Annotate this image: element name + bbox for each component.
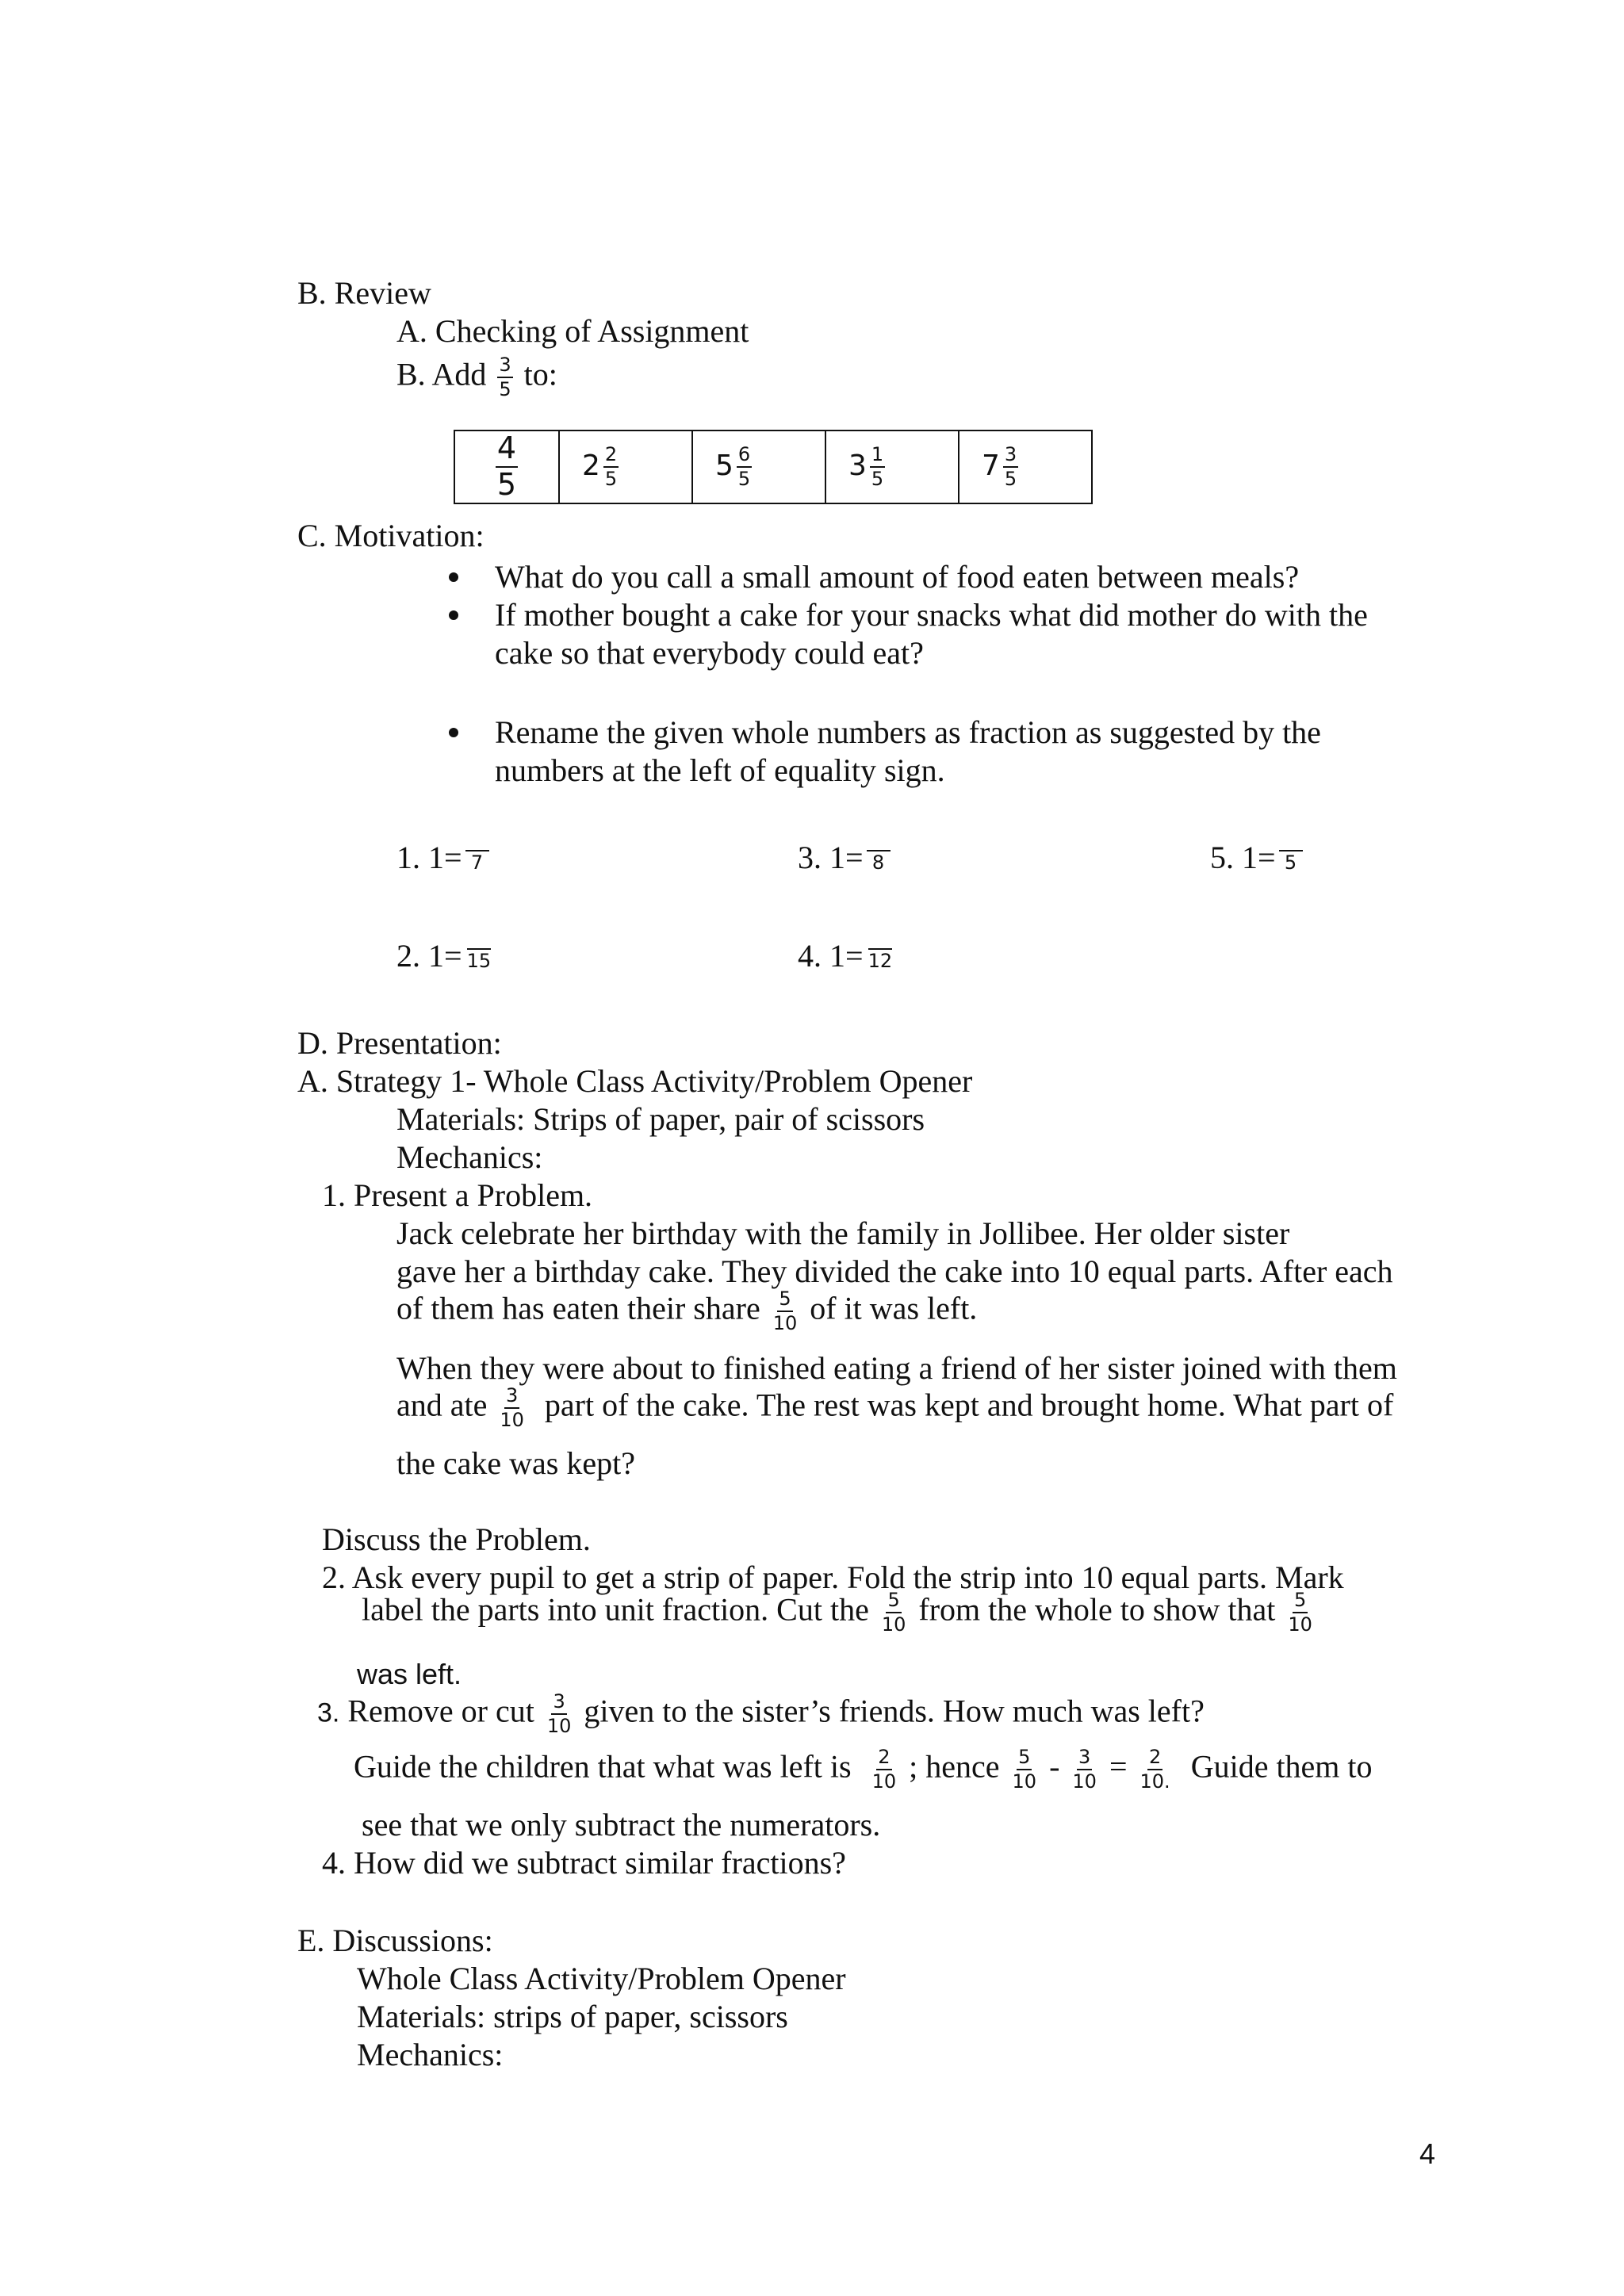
fraction: $\frac{3}{10}$ xyxy=(546,1690,572,1738)
table-cell xyxy=(825,430,959,503)
mechanics-line: Mechanics: xyxy=(396,1139,543,1175)
addends-table xyxy=(454,430,1093,504)
table-cell xyxy=(959,430,1092,503)
motivation-bullet-2-line-1: If mother bought a cake for your snacks what did mother do with the xyxy=(495,597,1368,633)
fraction: $\frac{1}{5}$ xyxy=(871,442,884,490)
blank-fraction: 8 xyxy=(867,848,891,873)
step-2-line-3: was left. xyxy=(357,1658,462,1690)
exercise-2: 2. 1= 15 xyxy=(396,938,492,974)
fraction: $\frac{6}{5}$ xyxy=(737,442,751,490)
blank-fraction: 7 xyxy=(465,848,489,873)
table-cell xyxy=(559,430,692,503)
guide-line-2: see that we only subtract the numerators. xyxy=(362,1807,881,1843)
fraction: $\frac{2}{5}$ xyxy=(604,442,618,490)
motivation-bullet-3-line-2: numbers at the left of equality sign. xyxy=(495,752,945,788)
whole-number: 5 xyxy=(715,450,733,482)
bullet-icon xyxy=(449,610,458,620)
fraction: $\frac{3}{10}$ xyxy=(500,1384,524,1432)
table-cell xyxy=(692,430,825,503)
motivation-bullet-3-line-1: Rename the given whole numbers as fraction as suggested by the xyxy=(495,714,1321,750)
step-1: 1. Present a Problem. xyxy=(322,1177,593,1213)
blank-fraction: 15 xyxy=(465,947,493,971)
presentation-heading: D. Presentation: xyxy=(297,1025,502,1061)
blank-fraction: 12 xyxy=(867,947,894,971)
fraction: $\frac{3}{5}$ xyxy=(1004,442,1017,490)
table-cell xyxy=(454,430,559,503)
blank-fraction: 5 xyxy=(1279,848,1303,873)
whole-number: 3 xyxy=(848,450,867,482)
problem-line-1: Jack celebrate her birthday with the family in Jollibee. Her older sister xyxy=(396,1215,1290,1251)
fraction: $\frac{5}{10}$ xyxy=(1288,1589,1312,1636)
whole-number: 2 xyxy=(582,450,600,482)
motivation-bullet-1: What do you call a small amount of food eaten between meals? xyxy=(495,559,1300,595)
review-item-a: A. Checking of Assignment xyxy=(396,313,749,349)
exercise-3: 3. 1= 8 xyxy=(798,842,894,874)
review-item-b-prefix: B. Add xyxy=(396,356,487,392)
fraction: $\frac{3}{5}$ xyxy=(499,354,511,401)
discussions-line-1: Whole Class Activity/Problem Opener xyxy=(357,1961,846,1996)
fraction: $\frac{3}{10}$ xyxy=(1072,1746,1097,1793)
exercise-5: 5. 1= 5 xyxy=(1210,842,1306,874)
bullet-icon xyxy=(449,728,458,737)
fraction: $\frac{2}{10}$ xyxy=(871,1746,897,1793)
exercise-1: 1. 1= 7 xyxy=(396,842,492,874)
materials-line: Materials: Strips of paper, pair of scissors xyxy=(396,1101,925,1137)
problem-line-3: of them has eaten their share $\frac{5}{10}$ of it was left. xyxy=(396,1288,978,1335)
discussions-line-2: Materials: strips of paper, scissors xyxy=(357,1999,788,2034)
discussions-heading: E. Discussions: xyxy=(297,1923,493,1958)
guide-line: Guide the children that what was left is $\frac{2}{10}$ ; hence $\frac{5}{10}$ - $\frac{3}{10}$ = $\frac{2}{10.}$ Guide them to xyxy=(354,1746,1373,1793)
step-4: 4. How did we subtract similar fractions? xyxy=(322,1845,846,1881)
strategy-line: A. Strategy 1- Whole Class Activity/Problem Opener xyxy=(297,1063,973,1099)
exercise-4: 4. 1= 12 xyxy=(798,938,893,974)
problem-line-6: the cake was kept? xyxy=(396,1445,635,1481)
review-item-b-suffix: to: xyxy=(523,356,557,392)
problem-line-5: and ate $\frac{3}{10}$ part of the cake. The rest was kept and brought home. What part of xyxy=(396,1384,1394,1432)
fraction: $\frac{2}{10.}$ xyxy=(1139,1746,1170,1793)
problem-line-4: When they were about to finished eating a friend of her sister joined with them xyxy=(396,1350,1397,1386)
review-heading: B. Review xyxy=(297,275,431,311)
fraction: $\frac{5}{10}$ xyxy=(772,1288,798,1335)
motivation-heading: C. Motivation: xyxy=(297,518,485,553)
motivation-bullet-2-line-2: cake so that everybody could eat? xyxy=(495,635,924,671)
problem-line-2: gave her a birthday cake. They divided the cake into 10 equal parts. After each xyxy=(396,1253,1393,1289)
fraction: $\frac{5}{10}$ xyxy=(881,1589,906,1636)
fraction: $\frac{4}{5}$ xyxy=(496,430,517,502)
step-2: 2. Ask every pupil to get a strip of paper. Fold the strip into 10 equal parts. Mark xyxy=(322,1559,1344,1595)
page-number: 4 xyxy=(1419,2137,1436,2170)
step-3: 3. Remove or cut $\frac{3}{10}$ given to the sister’s friends. How much was left? xyxy=(317,1690,1205,1738)
bullet-icon xyxy=(449,572,458,582)
step-2-line-2: label the parts into unit fraction. Cut the $\frac{5}{10}$ from the whole to show that $\frac{5}{10}$ xyxy=(362,1589,1312,1636)
discuss-line: Discuss the Problem. xyxy=(322,1521,591,1557)
whole-number: 7 xyxy=(982,450,1000,482)
review-item-b xyxy=(396,355,557,400)
discussions-line-3: Mechanics: xyxy=(357,2037,504,2072)
fraction: $\frac{5}{10}$ xyxy=(1012,1746,1037,1793)
